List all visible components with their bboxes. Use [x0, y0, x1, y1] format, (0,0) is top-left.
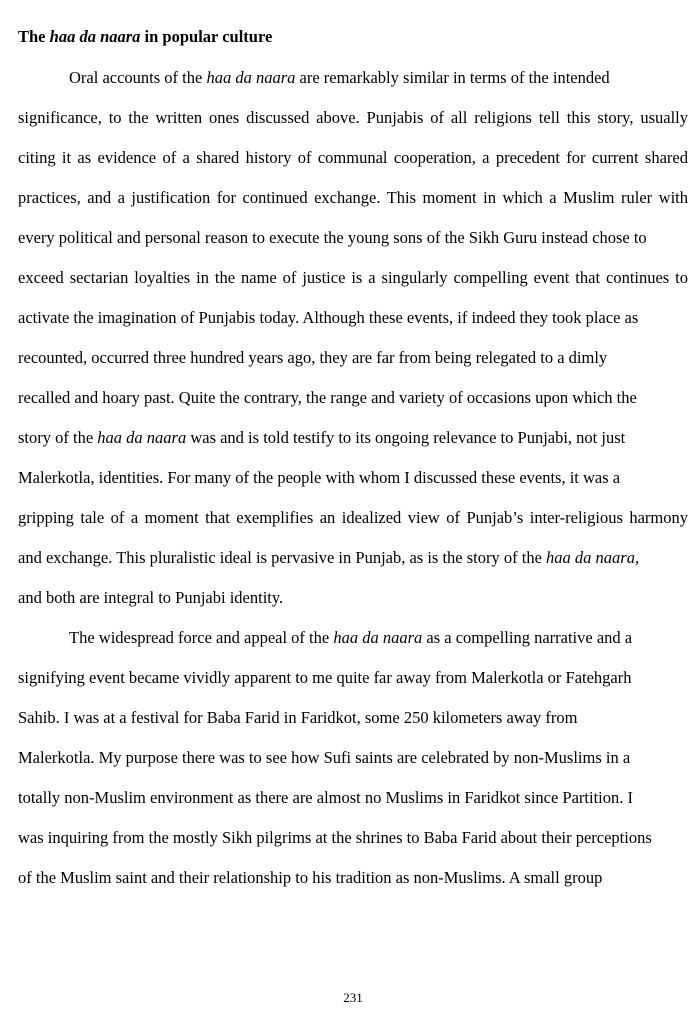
text-run: recounted, occurred three hundred years ago, they are far from being relegated to a dimly — [18, 348, 608, 367]
italic-term: haa da naara — [333, 628, 423, 647]
text-run: exceed sectarian loyalties in the name of justice is a singularly compelling event that continues to — [18, 268, 688, 287]
text-run: are remarkably similar in terms of the intended — [295, 68, 610, 87]
text-run: story of the — [18, 428, 98, 447]
text-run: of the Muslim saint and their relationship to his tradition as non-Muslims. A small group — [18, 868, 603, 887]
text-line — [18, 348, 607, 368]
text-run: as a compelling narrative and a — [422, 628, 633, 647]
text-run: Oral accounts of the — [69, 68, 207, 87]
text-run: citing it as evidence of a shared history of communal cooperation, a precedent for current shared — [18, 148, 688, 167]
text-line — [18, 468, 620, 488]
text-line — [18, 428, 625, 448]
text-run: Malerkotla. My purpose there was to see how Sufi saints are celebrated by non-Muslims in a — [18, 748, 631, 767]
text-run: activate the imagination of Punjabis today. Although these events, if indeed they took place as — [18, 308, 639, 327]
text-run: practices, and a justification for continued exchange. This moment in which a Muslim ruler with — [18, 188, 688, 207]
heading-suffix: in popular culture — [140, 27, 273, 46]
italic-term: haa da naara — [206, 68, 296, 87]
text-line — [18, 508, 688, 528]
text-line — [18, 708, 578, 728]
page-number: 231 — [343, 990, 363, 1005]
text-run: and exchange. This pluralistic ideal is pervasive in Punjab, as is the story of the — [18, 548, 547, 567]
text-run: The widespread force and appeal of the — [69, 628, 334, 647]
heading-italic-term: haa da naara — [49, 27, 141, 46]
text-run: Malerkotla, identities. For many of the people with whom I discussed these events, it was a — [18, 468, 621, 487]
text-line — [18, 668, 632, 688]
italic-term: haa da naara — [97, 428, 187, 447]
text-line — [18, 588, 283, 608]
text-run: significance, to the written ones discussed above. Punjabis of all religions tell this story, usually — [18, 108, 688, 127]
text-run: gripping tale of a moment that exemplifies an idealized view of Punjab’s inter-religious harmony — [18, 508, 688, 527]
text-run: was and is told testify to its ongoing relevance to Punjabi, not just — [186, 428, 626, 447]
text-run: was inquiring from the mostly Sikh pilgrims at the shrines to Baba Farid about their perceptions — [18, 828, 652, 847]
text-line — [18, 788, 633, 808]
heading-prefix: The — [18, 27, 50, 46]
text-line — [18, 388, 637, 408]
text-run: recalled and hoary past. Quite the contrary, the range and variety of occasions upon which the — [18, 388, 637, 407]
text-line — [18, 868, 602, 888]
text-run: every political and personal reason to execute the young sons of the Sikh Guru instead chose to — [18, 228, 647, 247]
text-line — [69, 68, 610, 88]
text-line — [18, 108, 688, 128]
italic-term: haa da naara, — [546, 548, 640, 567]
text-line — [18, 308, 638, 328]
text-line — [18, 268, 688, 288]
text-run: signifying event became vividly apparent to me quite far away from Malerkotla or Fatehgarh — [18, 668, 632, 687]
text-line — [18, 148, 688, 168]
text-line — [18, 548, 639, 568]
section-heading — [18, 27, 272, 47]
text-run: and both are integral to Punjabi identity. — [18, 588, 284, 607]
text-line — [18, 228, 647, 248]
text-line — [18, 188, 688, 208]
text-line — [18, 828, 652, 848]
text-line — [18, 748, 630, 768]
text-run: Sahib. I was at a festival for Baba Farid in Faridkot, some 250 kilometers away from — [18, 708, 578, 727]
text-line — [69, 628, 632, 648]
text-run: totally non-Muslim environment as there are almost no Muslims in Faridkot since Partition. I — [18, 788, 633, 807]
